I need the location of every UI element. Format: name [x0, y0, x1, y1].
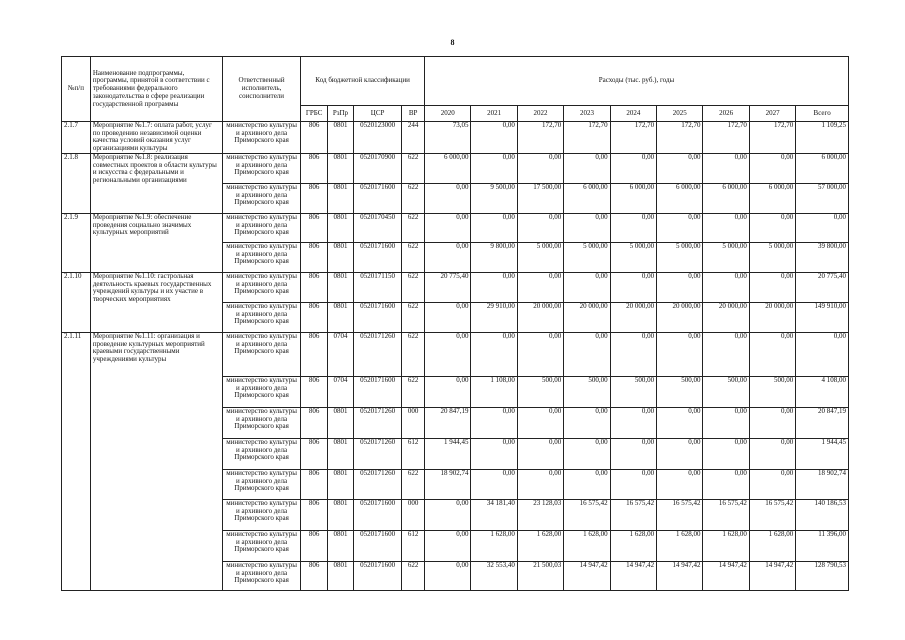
amount-2020: 0,00	[425, 213, 471, 242]
amount-2025: 0,00	[657, 438, 703, 469]
activity-name: Мероприятие №1.11: организация и проведение культурных мероприятий краевыми государственными учреждениями культуры	[90, 332, 222, 590]
amount-2027: 0,00	[749, 272, 795, 302]
csr-cell: 0520170900	[353, 153, 401, 183]
amount-2021: 32 553,40	[471, 561, 517, 590]
rzpr-cell: 0801	[328, 183, 354, 213]
rzpr-cell: 0801	[328, 302, 354, 332]
amount-2023: 0,00	[564, 272, 610, 302]
grbs-cell: 806	[301, 302, 328, 332]
executor-cell: министерство культуры и архивного дела Приморского края	[222, 561, 300, 590]
amount-2025: 500,00	[657, 376, 703, 407]
rzpr-cell: 0801	[328, 407, 354, 438]
amount-2023: 6 000,00	[564, 183, 610, 213]
amount-2024: 1 628,00	[610, 530, 656, 561]
vr-cell: 622	[402, 561, 425, 590]
amount-2020: 0,00	[425, 499, 471, 530]
amount-total: 18 902,74	[796, 469, 849, 499]
header-budget-code: Код бюджетной классификации	[301, 57, 425, 106]
amount-2021: 1 628,00	[471, 530, 517, 561]
amount-2027: 0,00	[749, 469, 795, 499]
header-year-2025: 2025	[657, 106, 703, 122]
amount-2022: 0,00	[517, 213, 563, 242]
executor-cell: министерство культуры и архивного дела Приморского края	[222, 153, 300, 183]
amount-2026: 0,00	[703, 272, 749, 302]
amount-2020: 0,00	[425, 302, 471, 332]
csr-cell: 0520171600	[353, 376, 401, 407]
amount-2021: 0,00	[471, 153, 517, 183]
rzpr-cell: 0801	[328, 272, 354, 302]
grbs-cell: 806	[301, 213, 328, 242]
amount-2020: 1 944,45	[425, 438, 471, 469]
header-year-2021: 2021	[471, 106, 517, 122]
amount-2020: 18 902,74	[425, 469, 471, 499]
activity-name: Мероприятие №1.8: реализация совместных проектов в области культуры и искусства с федеральными и региональными организациями	[90, 153, 222, 213]
amount-2022: 0,00	[517, 272, 563, 302]
csr-cell: 0520171600	[353, 561, 401, 590]
header-num: №п/п	[62, 57, 91, 122]
grbs-cell: 806	[301, 407, 328, 438]
amount-2027: 0,00	[749, 438, 795, 469]
csr-cell: 0520171600	[353, 302, 401, 332]
vr-cell: 622	[402, 469, 425, 499]
amount-total: 0,00	[796, 213, 849, 242]
activity-name: Мероприятие №1.10: гастрольная деятельность краевых государственных учреждений культуры и их участие в творческих мероприятиях	[90, 272, 222, 332]
page-number: 8	[450, 38, 455, 47]
grbs-cell: 806	[301, 183, 328, 213]
amount-2025: 0,00	[657, 407, 703, 438]
executor-cell: министерство культуры и архивного дела Приморского края	[222, 407, 300, 438]
header-year-2024: 2024	[610, 106, 656, 122]
grbs-cell: 806	[301, 272, 328, 302]
amount-2021: 29 910,00	[471, 302, 517, 332]
amount-2022: 0,00	[517, 153, 563, 183]
amount-2024: 0,00	[610, 407, 656, 438]
amount-total: 20 775,40	[796, 272, 849, 302]
csr-cell: 0520170450	[353, 213, 401, 242]
amount-2025: 172,70	[657, 122, 703, 154]
amount-2021: 0,00	[471, 213, 517, 242]
amount-2025: 0,00	[657, 272, 703, 302]
header-grbs: ГРБС	[301, 106, 328, 122]
amount-2026: 0,00	[703, 407, 749, 438]
executor-cell: министерство культуры и архивного дела Приморского края	[222, 213, 300, 242]
amount-2021: 9 800,00	[471, 242, 517, 272]
amount-2024: 0,00	[610, 213, 656, 242]
amount-2024: 500,00	[610, 376, 656, 407]
amount-2023: 0,00	[564, 438, 610, 469]
amount-2026: 16 575,42	[703, 499, 749, 530]
amount-2026: 5 000,00	[703, 242, 749, 272]
amount-2021: 0,00	[471, 407, 517, 438]
budget-table	[61, 56, 849, 591]
amount-2022: 0,00	[517, 469, 563, 499]
csr-cell: 0520171600	[353, 183, 401, 213]
grbs-cell: 806	[301, 499, 328, 530]
amount-2025: 0,00	[657, 153, 703, 183]
amount-2025: 0,00	[657, 213, 703, 242]
amount-2027: 5 000,00	[749, 242, 795, 272]
rzpr-cell: 0704	[328, 332, 354, 376]
table-row	[62, 272, 849, 302]
amount-2027: 0,00	[749, 332, 795, 376]
amount-2022: 500,00	[517, 376, 563, 407]
row-number: 2.1.8	[62, 153, 91, 213]
amount-2023: 20 000,00	[564, 302, 610, 332]
amount-2022: 0,00	[517, 438, 563, 469]
amount-2021: 9 500,00	[471, 183, 517, 213]
amount-2024: 5 000,00	[610, 242, 656, 272]
amount-total: 11 396,00	[796, 530, 849, 561]
amount-2025: 6 000,00	[657, 183, 703, 213]
grbs-cell: 806	[301, 153, 328, 183]
amount-2021: 0,00	[471, 272, 517, 302]
amount-2020: 0,00	[425, 332, 471, 376]
amount-2026: 172,70	[703, 122, 749, 154]
amount-2027: 0,00	[749, 407, 795, 438]
amount-2027: 16 575,42	[749, 499, 795, 530]
amount-2024: 0,00	[610, 153, 656, 183]
amount-2022: 1 628,00	[517, 530, 563, 561]
header-year-2026: 2026	[703, 106, 749, 122]
executor-cell: министерство культуры и архивного дела Приморского края	[222, 530, 300, 561]
amount-2020: 20 847,19	[425, 407, 471, 438]
amount-2027: 172,70	[749, 122, 795, 154]
amount-2025: 5 000,00	[657, 242, 703, 272]
executor-cell: министерство культуры и архивного дела Приморского края	[222, 469, 300, 499]
amount-2020: 6 000,00	[425, 153, 471, 183]
amount-2027: 14 947,42	[749, 561, 795, 590]
row-number: 2.1.9	[62, 213, 91, 272]
csr-cell: 0520171600	[353, 499, 401, 530]
amount-2023: 0,00	[564, 332, 610, 376]
executor-cell: министерство культуры и архивного дела Приморского края	[222, 302, 300, 332]
executor-cell: министерство культуры и архивного дела Приморского края	[222, 376, 300, 407]
amount-2022: 172,70	[517, 122, 563, 154]
csr-cell: 0520171260	[353, 438, 401, 469]
amount-2026: 6 000,00	[703, 183, 749, 213]
amount-2023: 172,70	[564, 122, 610, 154]
vr-cell: 622	[402, 213, 425, 242]
header-total: Всего	[796, 106, 849, 122]
amount-total: 4 108,00	[796, 376, 849, 407]
amount-2024: 0,00	[610, 332, 656, 376]
vr-cell: 622	[402, 376, 425, 407]
amount-2020: 0,00	[425, 376, 471, 407]
csr-cell: 0520171150	[353, 272, 401, 302]
amount-2021: 1 108,00	[471, 376, 517, 407]
amount-2026: 1 628,00	[703, 530, 749, 561]
grbs-cell: 806	[301, 530, 328, 561]
amount-2026: 0,00	[703, 213, 749, 242]
rzpr-cell: 0801	[328, 561, 354, 590]
rzpr-cell: 0704	[328, 376, 354, 407]
executor-cell: министерство культуры и архивного дела Приморского края	[222, 183, 300, 213]
row-number: 2.1.10	[62, 272, 91, 332]
rzpr-cell: 0801	[328, 153, 354, 183]
amount-2025: 1 628,00	[657, 530, 703, 561]
amount-2023: 0,00	[564, 407, 610, 438]
amount-2024: 14 947,42	[610, 561, 656, 590]
table-row	[62, 122, 849, 154]
amount-2026: 14 947,42	[703, 561, 749, 590]
amount-2022: 21 500,03	[517, 561, 563, 590]
vr-cell: 244	[402, 122, 425, 154]
header-year-2027: 2027	[749, 106, 795, 122]
activity-name: Мероприятие №1.7: оплата работ, услуг по проведению независимой оценки качества условий оказания услуг организациями культуры	[90, 122, 222, 154]
amount-2027: 1 628,00	[749, 530, 795, 561]
amount-2024: 172,70	[610, 122, 656, 154]
header-year-2023: 2023	[564, 106, 610, 122]
table-row	[62, 213, 849, 242]
amount-2020: 0,00	[425, 530, 471, 561]
csr-cell: 0520171600	[353, 242, 401, 272]
amount-2025: 0,00	[657, 332, 703, 376]
amount-total: 140 186,53	[796, 499, 849, 530]
csr-cell: 0520171260	[353, 469, 401, 499]
amount-total: 0,00	[796, 332, 849, 376]
grbs-cell: 806	[301, 376, 328, 407]
header-executor: Ответственный исполнитель, соисполнители	[222, 57, 300, 122]
amount-total: 6 000,00	[796, 153, 849, 183]
grbs-cell: 806	[301, 242, 328, 272]
activity-name: Мероприятие №1.9: обеспечение проведения социально значимых культурных мероприятий	[90, 213, 222, 272]
amount-2023: 16 575,42	[564, 499, 610, 530]
header-year-2022: 2022	[517, 106, 563, 122]
row-number: 2.1.11	[62, 332, 91, 590]
amount-2021: 0,00	[471, 122, 517, 154]
vr-cell: 622	[402, 272, 425, 302]
amount-2026: 0,00	[703, 438, 749, 469]
amount-2021: 0,00	[471, 469, 517, 499]
table-row	[62, 332, 849, 376]
amount-total: 1 944,45	[796, 438, 849, 469]
amount-2024: 16 575,42	[610, 499, 656, 530]
amount-2021: 0,00	[471, 438, 517, 469]
rzpr-cell: 0801	[328, 438, 354, 469]
grbs-cell: 806	[301, 438, 328, 469]
amount-2022: 5 000,00	[517, 242, 563, 272]
csr-cell: 0520171260	[353, 332, 401, 376]
rzpr-cell: 0801	[328, 213, 354, 242]
amount-2027: 500,00	[749, 376, 795, 407]
executor-cell: министерство культуры и архивного дела Приморского края	[222, 499, 300, 530]
amount-2027: 0,00	[749, 213, 795, 242]
amount-2020: 0,00	[425, 242, 471, 272]
amount-2026: 500,00	[703, 376, 749, 407]
grbs-cell: 806	[301, 122, 328, 154]
grbs-cell: 806	[301, 469, 328, 499]
amount-2022: 20 000,00	[517, 302, 563, 332]
amount-2027: 20 000,00	[749, 302, 795, 332]
amount-2020: 73,05	[425, 122, 471, 154]
rzpr-cell: 0801	[328, 122, 354, 154]
header-csr: ЦСР	[353, 106, 401, 122]
amount-2021: 34 181,40	[471, 499, 517, 530]
vr-cell: 622	[402, 332, 425, 376]
grbs-cell: 806	[301, 332, 328, 376]
header-vr: ВР	[402, 106, 425, 122]
vr-cell: 622	[402, 153, 425, 183]
csr-cell: 0520171600	[353, 530, 401, 561]
amount-2023: 5 000,00	[564, 242, 610, 272]
amount-2020: 20 775,40	[425, 272, 471, 302]
amount-total: 20 847,19	[796, 407, 849, 438]
amount-2023: 0,00	[564, 153, 610, 183]
amount-total: 128 790,53	[796, 561, 849, 590]
amount-2026: 0,00	[703, 469, 749, 499]
amount-2022: 0,00	[517, 332, 563, 376]
vr-cell: 622	[402, 183, 425, 213]
amount-2025: 14 947,42	[657, 561, 703, 590]
amount-2023: 14 947,42	[564, 561, 610, 590]
amount-2024: 0,00	[610, 469, 656, 499]
amount-2021: 0,00	[471, 332, 517, 376]
grbs-cell: 806	[301, 561, 328, 590]
vr-cell: 000	[402, 499, 425, 530]
amount-2024: 0,00	[610, 438, 656, 469]
vr-cell: 622	[402, 302, 425, 332]
amount-2026: 0,00	[703, 153, 749, 183]
amount-2026: 20 000,00	[703, 302, 749, 332]
executor-cell: министерство культуры и архивного дела Приморского края	[222, 242, 300, 272]
amount-2027: 6 000,00	[749, 183, 795, 213]
csr-cell: 0520123000	[353, 122, 401, 154]
header-name: Наименование подпрограммы, программы, принятой в соответствии с требованиями федерального законодательства в сфере реализации государственной программы	[90, 57, 222, 122]
header-row-main	[62, 57, 849, 106]
executor-cell: министерство культуры и архивного дела Приморского края	[222, 122, 300, 154]
vr-cell: 612	[402, 530, 425, 561]
amount-2026: 0,00	[703, 332, 749, 376]
amount-total: 57 000,00	[796, 183, 849, 213]
amount-2025: 0,00	[657, 469, 703, 499]
amount-2023: 1 628,00	[564, 530, 610, 561]
amount-total: 39 800,00	[796, 242, 849, 272]
executor-cell: министерство культуры и архивного дела Приморского края	[222, 332, 300, 376]
amount-2023: 500,00	[564, 376, 610, 407]
csr-cell: 0520171260	[353, 407, 401, 438]
executor-cell: министерство культуры и архивного дела Приморского края	[222, 438, 300, 469]
rzpr-cell: 0801	[328, 469, 354, 499]
amount-2020: 0,00	[425, 183, 471, 213]
vr-cell: 622	[402, 242, 425, 272]
table-row	[62, 153, 849, 183]
rzpr-cell: 0801	[328, 499, 354, 530]
header-rzpr: РзПр	[328, 106, 354, 122]
amount-2022: 17 500,00	[517, 183, 563, 213]
vr-cell: 612	[402, 438, 425, 469]
amount-2023: 0,00	[564, 213, 610, 242]
amount-2022: 0,00	[517, 407, 563, 438]
amount-2025: 20 000,00	[657, 302, 703, 332]
amount-2023: 0,00	[564, 469, 610, 499]
amount-2024: 20 000,00	[610, 302, 656, 332]
amount-2024: 6 000,00	[610, 183, 656, 213]
amount-2020: 0,00	[425, 561, 471, 590]
vr-cell: 000	[402, 407, 425, 438]
amount-2022: 23 128,03	[517, 499, 563, 530]
executor-cell: министерство культуры и архивного дела Приморского края	[222, 272, 300, 302]
amount-2027: 0,00	[749, 153, 795, 183]
header-expenses: Расходы (тыс. руб.), годы	[425, 57, 849, 106]
rzpr-cell: 0801	[328, 242, 354, 272]
amount-total: 149 910,00	[796, 302, 849, 332]
header-year-2020: 2020	[425, 106, 471, 122]
amount-2025: 16 575,42	[657, 499, 703, 530]
row-number: 2.1.7	[62, 122, 91, 154]
amount-total: 1 109,25	[796, 122, 849, 154]
amount-2024: 0,00	[610, 272, 656, 302]
rzpr-cell: 0801	[328, 530, 354, 561]
